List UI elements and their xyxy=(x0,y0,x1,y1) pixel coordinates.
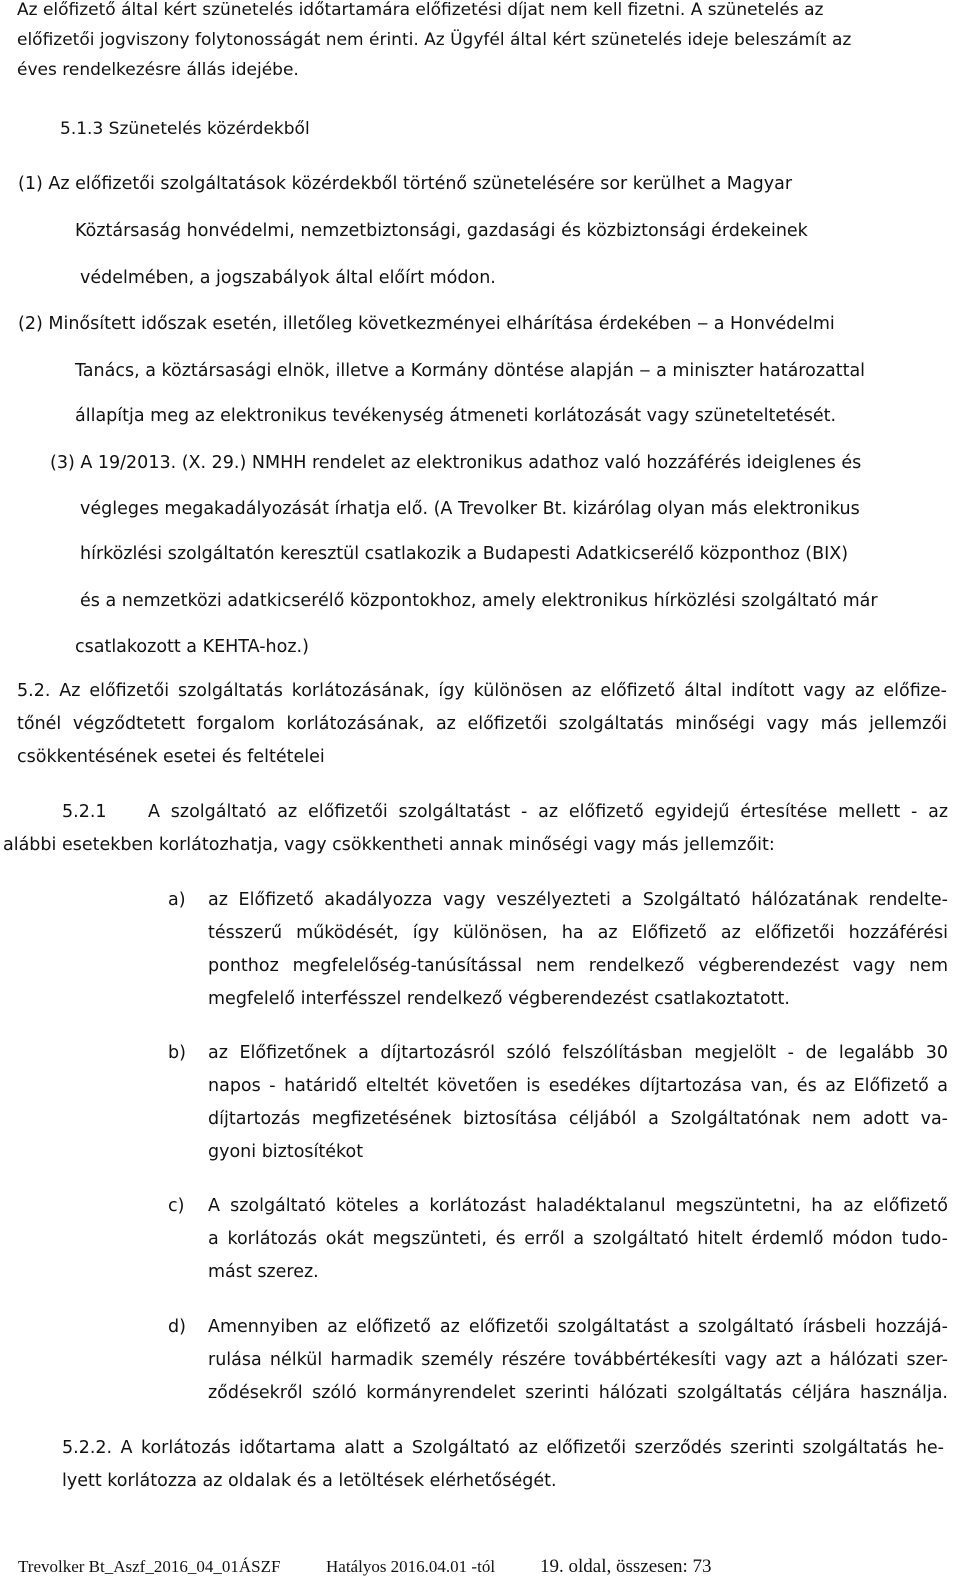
list-item-text: A szolgáltató köteles a korlátozást haladéktalanul megszüntetni, ha az előfizető xyxy=(208,1196,948,1216)
list-item-text: díjtartozás megfizetésének biztosítása céljából a Szolgáltatónak nem adott va- xyxy=(208,1109,948,1129)
list-item-line xyxy=(208,1228,948,1250)
list-item-line xyxy=(208,1042,948,1064)
section-5-2-text: tőnél végződtetett forgalom korlátozásának, az előfizetői szolgáltatás minőségi vagy más jellemzői xyxy=(17,714,947,734)
list-item-line: mást szerez. xyxy=(208,1262,319,1282)
section-5-2-line xyxy=(17,680,947,702)
list-item-text: rulása nélkül harmadik személy részére továbbértékesíti vagy azt a hálózati szer- xyxy=(208,1350,948,1370)
list-item-label: b) xyxy=(168,1043,186,1063)
paragraph-2-line: állapítja meg az elektronikus tevékenység átmeneti korlátozását vagy szüneteltetését. xyxy=(75,406,837,426)
section-heading-5-1-3: 5.1.3 Szünetelés közérdekből xyxy=(60,119,310,139)
list-item-text: az Előfizetőnek a díjtartozásról szóló felszólításban megjelölt - de legalább 30 xyxy=(208,1043,948,1063)
list-item-label: c) xyxy=(168,1196,185,1216)
paragraph-3-line: hírközlési szolgáltatón keresztül csatlakozik a Budapesti Adatkicserélő központhoz (BIX) xyxy=(80,544,849,564)
list-item-line xyxy=(208,1075,948,1097)
section-5-2-1-text: A szolgáltató az előfizetői szolgáltatást - az előfizető egyidejű értesítése mellett - az xyxy=(148,802,948,822)
list-item-line xyxy=(208,922,948,944)
section-5-2-2-line: lyett korlátozza az oldalak és a letöltések elérhetőségét. xyxy=(62,1471,557,1491)
paragraph-3-line: végleges megakadályozását írhatja elő. (A Trevolker Bt. kizárólag olyan más elektronikus xyxy=(80,499,860,519)
section-5-2-line: csökkentésének esetei és feltételei xyxy=(17,747,325,767)
paragraph-1-line: (1) Az előfizetői szolgáltatások közérdekből történő szünetelésére sor kerülhet a Magyar xyxy=(18,174,793,194)
paragraph-3-line: és a nemzetközi adatkicserélő központokhoz, amely elektronikus hírközlési szolgáltató már xyxy=(80,591,878,611)
section-5-2-2-line xyxy=(62,1437,944,1459)
list-item-line xyxy=(208,955,948,977)
list-item-text: a korlátozás okát megszünteti, és erről a szolgáltató hitelt érdemlő módon tudo- xyxy=(208,1229,948,1249)
list-item-line xyxy=(208,889,948,911)
paragraph-3-line: csatlakozott a KEHTA-hoz.) xyxy=(75,637,309,657)
section-5-2-1-number: 5.2.1 xyxy=(62,802,107,822)
list-item-label: d) xyxy=(168,1317,186,1337)
list-item-line xyxy=(208,1349,948,1371)
section-5-2-line xyxy=(17,713,947,735)
section-5-2-2-text: 5.2.2. A korlátozás időtartama alatt a Szolgáltató az előfizetői szerződés szerinti szolgáltatás he- xyxy=(62,1438,944,1458)
paragraph-1-line: védelmében, a jogszabályok által előírt módon. xyxy=(80,268,496,288)
intro-line: éves rendelkezésre állás idejébe. xyxy=(17,60,299,80)
section-5-2-1-line xyxy=(148,801,948,823)
list-item-line xyxy=(208,1195,948,1217)
footer-page-number: 19. oldal, összesen: 73 xyxy=(540,1556,712,1577)
list-item-line xyxy=(208,1108,948,1130)
intro-line: előfizetői jogviszony folytonosságát nem érinti. Az Ügyfél által kért szünetelés ideje beleszámít az xyxy=(17,30,852,50)
section-5-2-1-line: alábbi esetekben korlátozhatja, vagy csökkentheti annak minőségi vagy más jellemzőit: xyxy=(3,835,775,855)
list-item-text: Amennyiben az előfizető az előfizetői szolgáltatást a szolgáltató írásbeli hozzájá- xyxy=(208,1317,948,1337)
list-item-line xyxy=(208,1316,948,1338)
paragraph-1-line: Köztársaság honvédelmi, nemzetbiztonsági, gazdasági és közbiztonsági érdekeinek xyxy=(75,221,808,241)
paragraph-2-line: Tanács, a köztársasági elnök, illetve a Kormány döntése alapján ‒ a miniszter határozattal xyxy=(75,361,866,381)
list-item-text: az Előfizető akadályozza vagy veszélyezteti a Szolgáltató hálózatának rendelte- xyxy=(208,890,948,910)
list-item-text: tésszerű működését, így különösen, ha az Előfizető az előfizetői hozzáférési xyxy=(208,923,948,943)
paragraph-2-line: (2) Minősített időszak esetén, illetőleg következményei elhárítása érdekében ‒ a Honvédelmi xyxy=(18,314,835,334)
intro-line: Az előfizető által kért szünetelés időtartamára előfizetési díjat nem kell fizetni. A szünetelés az xyxy=(17,0,824,20)
list-item-label: a) xyxy=(168,890,186,910)
footer-validity: Hatályos 2016.04.01 -tól xyxy=(326,1557,496,1576)
list-item-line xyxy=(208,1382,948,1404)
section-5-2-text: 5.2. Az előfizetői szolgáltatás korlátozásának, így különösen az előfizető által indított vagy az előfize- xyxy=(17,681,947,701)
footer-document-name: Trevolker Bt_Aszf_2016_04_01ÁSZF xyxy=(18,1557,281,1576)
paragraph-3-line: (3) A 19/2013. (X. 29.) NMHH rendelet az elektronikus adathoz való hozzáférés ideiglenes és xyxy=(50,453,862,473)
list-item-text: ződésekről szóló kormányrendelet szerinti hálózati szolgáltatás céljára használja. xyxy=(208,1383,948,1403)
list-item-line: gyoni biztosítékot xyxy=(208,1142,364,1162)
list-item-text: napos - határidő elteltét követően is esedékes díjtartozása van, és az Előfizető a xyxy=(208,1076,948,1096)
list-item-text: ponthoz megfelelőség-tanúsítással nem rendelkező végberendezést vagy nem xyxy=(208,956,948,976)
list-item-line: megfelelő interfésszel rendelkező végberendezést csatlakoztatott. xyxy=(208,989,790,1009)
